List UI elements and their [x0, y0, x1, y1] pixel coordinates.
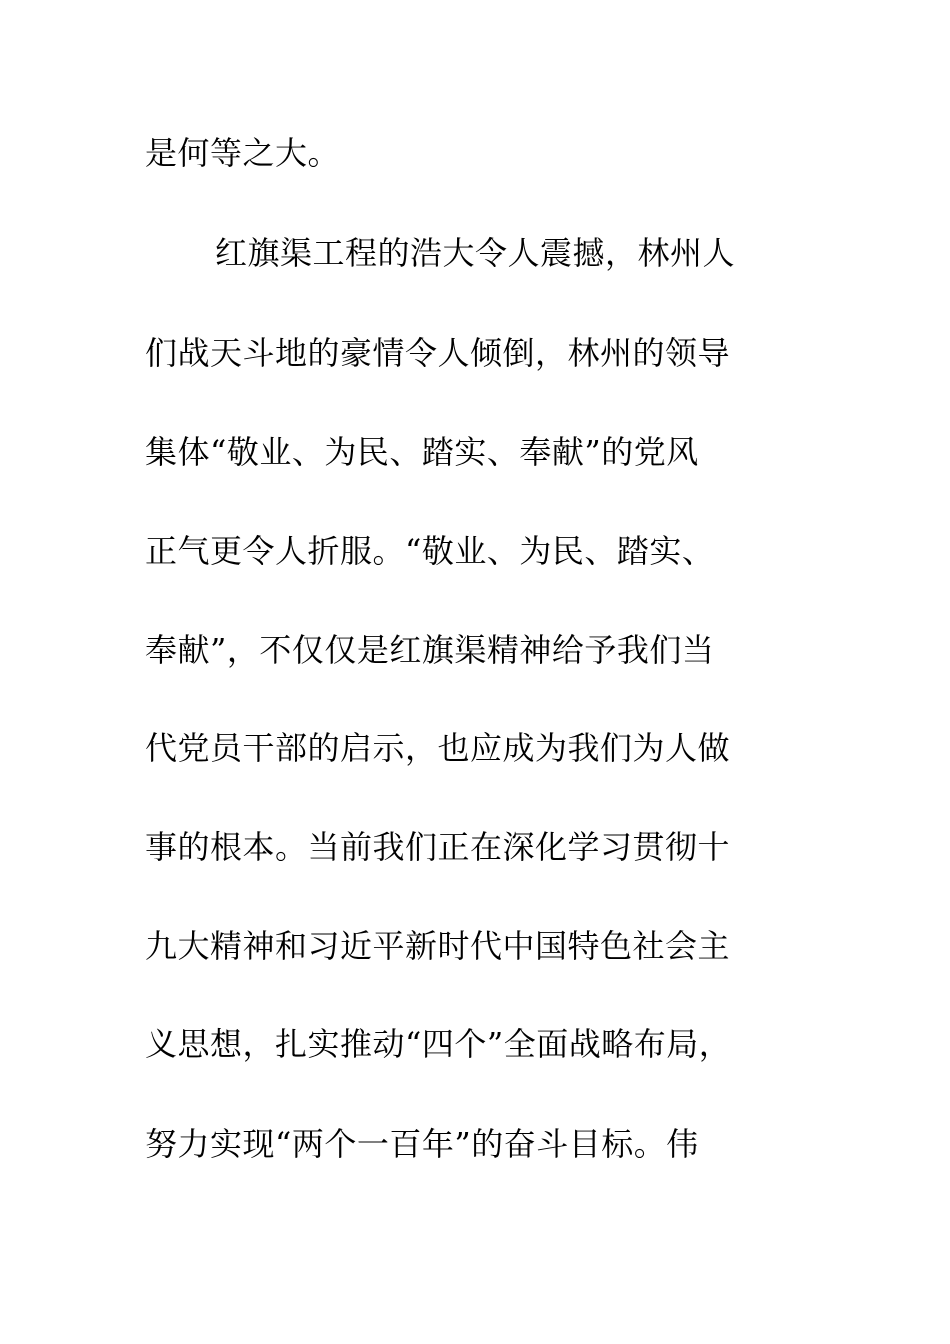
text-line: 集体“敬业、为民、踏实、奉献”的党风	[145, 433, 699, 471]
text-line: 正气更令人折服。“敬业、为民、踏实、	[145, 532, 715, 570]
text-line: 奉献”，不仅仅是红旗渠精神给予我们当	[145, 631, 715, 669]
paragraph-start-line: 红旗渠工程的浩大令人震撼，林州人	[215, 234, 736, 272]
text-line: 事的根本。当前我们正在深化学习贯彻十	[145, 828, 731, 866]
text-line: 是何等之大。	[145, 134, 341, 172]
text-line: 努力实现“两个一百年”的奋斗目标。伟	[145, 1125, 699, 1163]
text-line: 们战天斗地的豪情令人倾倒，林州的领导	[145, 334, 731, 372]
text-line: 义思想，扎实推动“四个”全面战略布局，	[145, 1025, 732, 1063]
text-line: 代党员干部的启示，也应成为我们为人做	[145, 729, 731, 767]
text-line: 九大精神和习近平新时代中国特色社会主	[145, 927, 731, 965]
